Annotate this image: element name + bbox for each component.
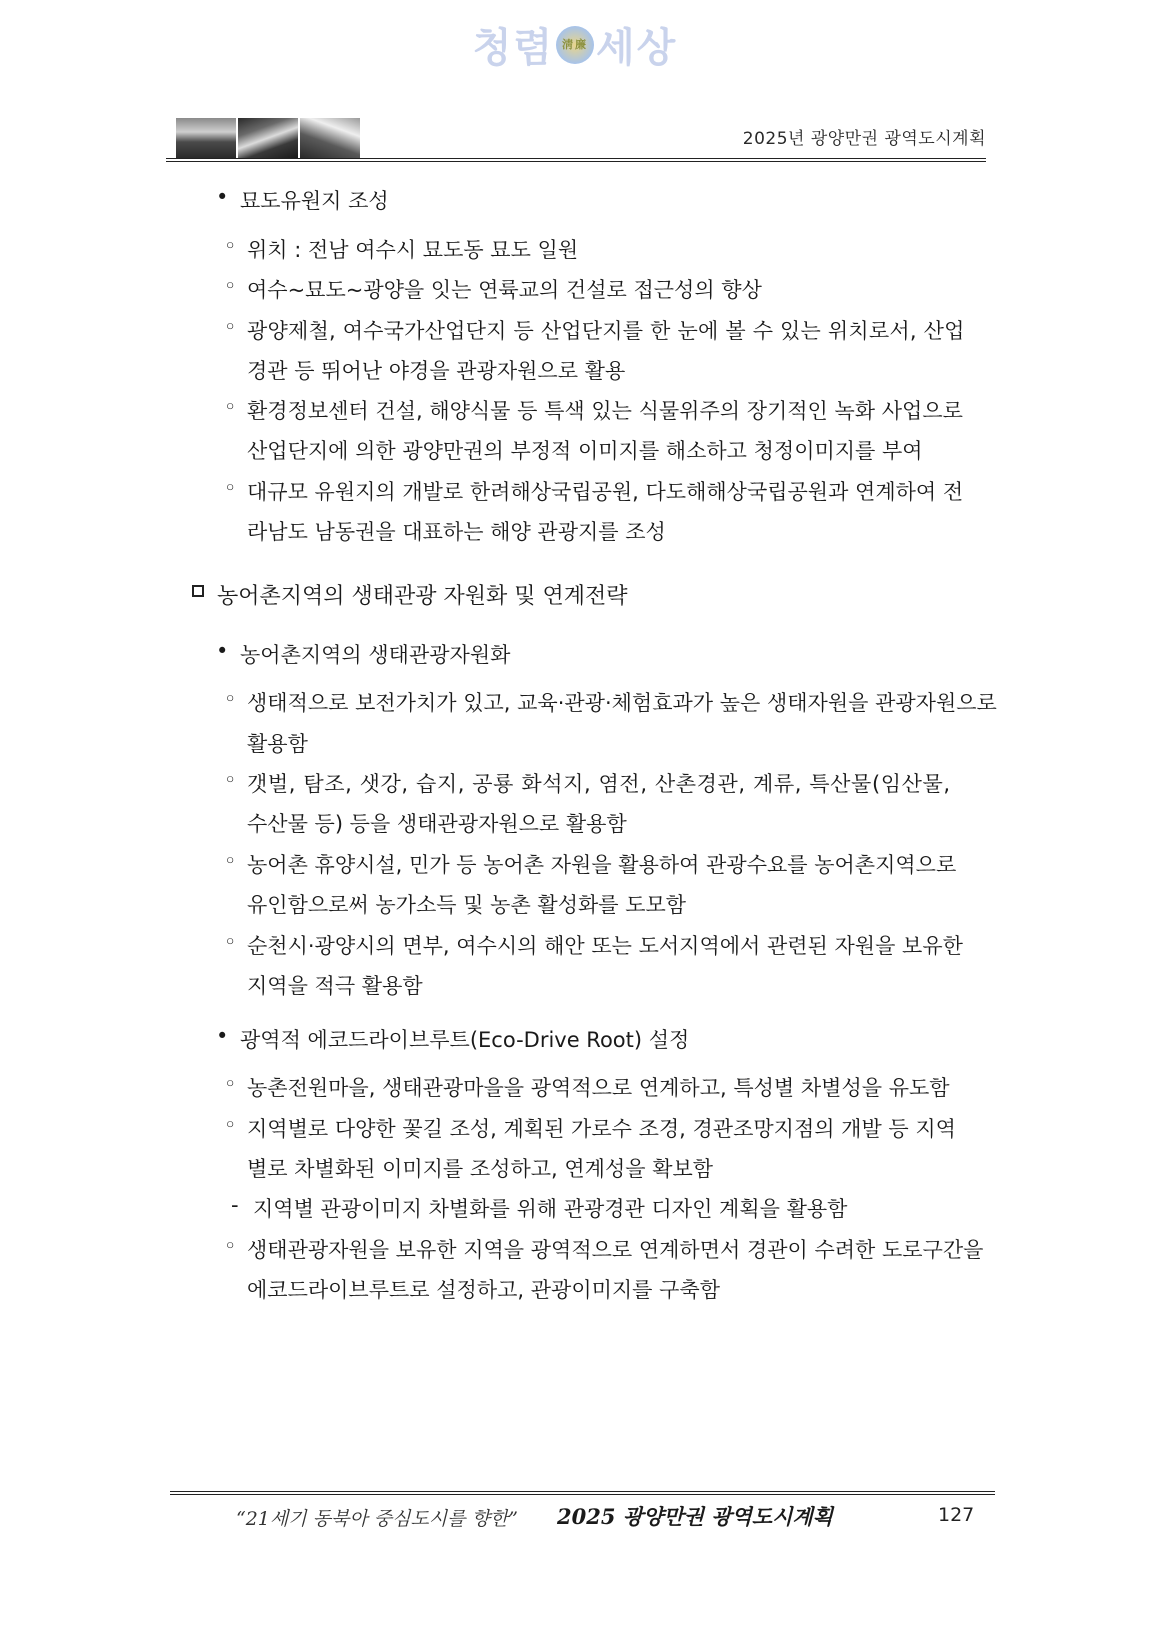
sub1-item-4-cont: 지역을 적극 활용함 [247,974,423,998]
section2-title: 농어촌지역의 생태관광 자원화 및 연계전략 [217,584,628,609]
checkbox-square-icon [192,585,204,597]
circle-bullet-icon: ◦ [224,687,237,711]
circle-bullet-icon: ◦ [224,274,237,298]
header-photo-bridge [176,118,236,158]
bullet-icon: • [216,185,229,209]
header-photo-strip [176,118,360,158]
sub2-item-2-cont: 별로 차별화된 이미지를 조성하고, 연계성을 확보함 [247,1157,714,1181]
watermark-left: 청렴 [472,25,554,71]
watermark-logo [0,16,1150,73]
sub2-heading: 광역적 에코드라이브루트(Eco-Drive Root) 설정 [240,1028,690,1052]
sub1-item-2: 갯벌, 탐조, 샛강, 습지, 공룡 화석지, 염전, 산촌경관, 계류, 특산물(임산물, [247,772,951,796]
header-rule [166,158,986,162]
sub2-item-2: 지역별로 다양한 꽃길 조성, 계획된 가로수 조경, 경관조망지점의 개발 등 지역 [247,1117,956,1141]
watermark-right: 세상 [596,25,678,71]
dash-bullet-icon: - [231,1193,239,1217]
sub1-item-3: 농어촌 휴양시설, 민가 등 농어촌 자원을 활용하여 관광수요를 농어촌지역으로 [247,853,957,877]
sub1-item-4: 순천시·광양시의 면부, 여수시의 해안 또는 도서지역에서 관련된 자원을 보유한 [247,934,963,958]
section1-heading: 묘도유원지 조성 [240,189,389,213]
section1-item-4: 환경정보센터 건설, 해양식물 등 특색 있는 식물위주의 장기적인 녹화 사업으로 [247,399,963,423]
sub2-item-3-cont: 에코드라이브루트로 설정하고, 관광이미지를 구축함 [247,1278,720,1302]
circle-bullet-icon: ◦ [224,1072,237,1096]
circle-bullet-icon: ◦ [224,1113,237,1137]
footer-quote: “21세기 동북아 중심도시를 향한” [236,1508,518,1530]
footer-title: 2025 광양만권 광역도시계획 [557,1504,833,1529]
circle-bullet-icon: ◦ [224,930,237,954]
sub1-heading: 농어촌지역의 생태관광자원화 [240,643,511,667]
bullet-icon: • [216,1024,229,1048]
section1-item-3-cont: 경관 등 뛰어난 야경을 관광자원으로 활용 [247,359,626,383]
sub1-item-3-cont: 유인함으로써 농가소득 및 농촌 활성화를 도모함 [247,893,687,917]
sub1-item-1: 생태적으로 보전가치가 있고, 교육·관광·체험효과가 높은 생태자원을 관광자원으로 [247,691,997,715]
section1-item-1: 위치 : 전남 여수시 묘도동 묘도 일원 [247,238,579,262]
section1-item-2: 여수~묘도~광양을 잇는 연륙교의 건설로 접근성의 향상 [247,278,762,302]
sub2-item-1: 농촌전원마을, 생태관광마을을 광역적으로 연계하고, 특성별 차별성을 유도함 [247,1076,950,1100]
bullet-icon: • [216,639,229,663]
section1-item-3: 광양제철, 여수국가산업단지 등 산업단지를 한 눈에 볼 수 있는 위치로서, 산업 [247,319,965,343]
header-photo-river [238,118,298,158]
sub2-subitem-1: 지역별 관광이미지 차별화를 위해 관광경관 디자인 계획을 활용함 [253,1197,848,1221]
circle-bullet-icon: ◦ [224,395,237,419]
header-title: 2025년 광양만권 광역도시계획 [742,129,986,149]
footer-rule [170,1491,995,1495]
circle-bullet-icon: ◦ [224,768,237,792]
circle-bullet-icon: ◦ [224,476,237,500]
page-header [166,110,986,162]
section1-item-5: 대규모 유원지의 개발로 한려해상국립공원, 다도해해상국립공원과 연계하여 전 [247,480,964,504]
section1-item-5-cont: 라남도 남동권을 대표하는 해양 관광지를 조성 [247,520,666,544]
watermark-sun-icon: 淸廉 [556,26,594,64]
circle-bullet-icon: ◦ [224,315,237,339]
circle-bullet-icon: ◦ [224,849,237,873]
circle-bullet-icon: ◦ [224,1234,237,1258]
header-photo-city [300,118,360,158]
circle-bullet-icon: ◦ [224,234,237,258]
sub2-item-3: 생태관광자원을 보유한 지역을 광역적으로 연계하면서 경관이 수려한 도로구간을 [247,1238,984,1262]
page-number: 127 [938,1504,975,1526]
section1-item-4-cont: 산업단지에 의한 광양만권의 부정적 이미지를 해소하고 청정이미지를 부여 [247,439,923,463]
sub1-item-2-cont: 수산물 등) 등을 생태관광자원으로 활용함 [247,812,627,836]
sub1-item-1-cont: 활용함 [247,732,308,756]
